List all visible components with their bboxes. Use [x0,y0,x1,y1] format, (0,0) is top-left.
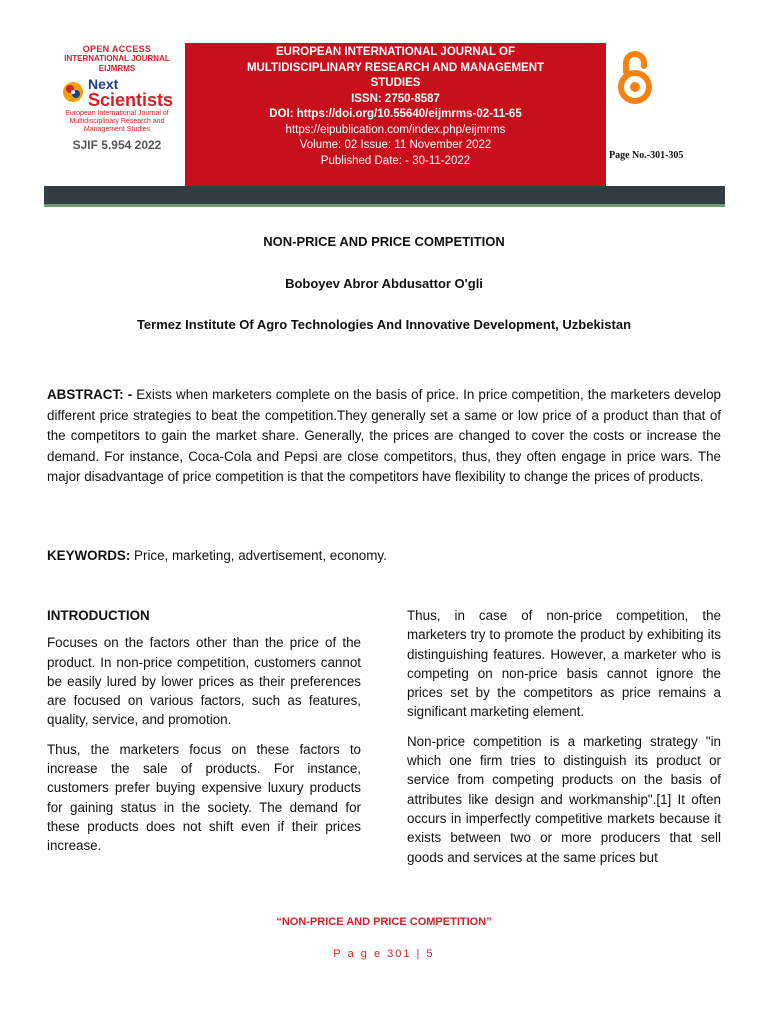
logo-journal-sub: European International Journal of Multidisciplinary Research and Management Studies [65,110,169,133]
right-paragraph-1: Thus, in case of non-price competition, the marketers try to promote the product by exhibiting its distinguishing features. However, a marketer who is competing on non-price basis cannot ignore the prices set by the competitors as price remains a significant marketing element. [407,608,721,720]
banner-line1: EUROPEAN INTERNATIONAL JOURNAL OF [276,46,515,58]
banner-issn: ISSN: 2750-8587 [351,92,440,105]
intro-heading: INTRODUCTION [47,608,150,623]
article-affiliation: Termez Institute Of Agro Technologies And Innovative Development, Uzbekistan [136,317,632,332]
logo-brand-scientists: Scientists [87,90,174,110]
logo-intl-journal: INTERNATIONAL JOURNAL [64,54,170,63]
abstract-label: ABSTRACT: - [47,387,133,402]
left-column [47,606,361,866]
banner-line3: STUDIES [370,77,421,89]
banner-volume: Volume: 02 Issue: 11 November 2022 [299,139,492,151]
logo-sjif: SJIF 5.954 2022 [72,138,162,152]
right-paragraph-2: Non-price competition is a marketing strategy "in which one firm tries to distinguish its product or service from competing products on the basis of attributes like design and workmanship".[1] It often occurs in imperfectly competitive markets because it exists between two or more producers that sell goods and services at the same prices but [407,733,721,865]
logo-code: EIJMRMS [98,64,136,73]
journal-banner [185,43,606,186]
page-number: P a g e 301 | 5 [333,948,435,960]
banner-url[interactable]: https://eipublication.com/index.php/eijmrms [285,123,506,136]
left-paragraph-2: Thus, the marketers focus on these factors to increase the sale of products. For instance, customers prefer buying expensive luxury products for gaining status in the society. The demand for these products does not shift even if their prices increase. [47,741,361,854]
abstract [47,385,721,488]
journal-logo [52,44,182,152]
header-rule [44,186,725,204]
logo-brand [52,76,182,108]
keywords [47,548,721,563]
next-scientists-atom-icon [61,80,85,104]
right-column [407,606,721,877]
banner-line2: MULTIDISCIPLINARY RESEARCH AND MANAGEMENT [246,61,545,74]
open-access-lock-icon [616,50,654,106]
abstract-text: Exists when marketers complete on the basis of price. In price competition, the marketers develop different price strategies to beat the competition.They generally set a same or low price of a product than that of the competitors to gain the market share. Generally, the prices are changed to cover the costs or increase the demand. For instance, Coca-Cola and Pepsi are close competitors, thus, they often engage in price wars. The major disadvantage of price competition is that the competitors have flexibility to change the prices of products. [47,387,721,484]
logo-open-access: OPEN ACCESS [82,44,152,54]
keywords-text: Price, marketing, advertisement, economy. [130,548,387,563]
article-author: Boboyev Abror Abdusattor O'gli [285,276,483,291]
banner-doi[interactable]: DOI: https://doi.org/10.55640/eijmrms-02-11-65 [269,108,522,120]
article-title: NON-PRICE AND PRICE COMPETITION [263,234,505,249]
page-range: Page No.-301-305 [609,150,684,161]
left-paragraph-1: Focuses on the factors other than the price of the product. In non-price competition, customers cannot be easily lured by lower prices as their preferences are focused on various factors, such as features, quality, service, and promotion. [47,635,361,728]
logo-brand-next: Next [87,76,119,92]
banner-published: Published Date: - 30-11-2022 [320,154,471,167]
keywords-label: KEYWORDS: [47,548,131,563]
header-rule-accent [44,204,725,207]
running-title: “NON-PRICE AND PRICE COMPETITION” [276,916,492,928]
